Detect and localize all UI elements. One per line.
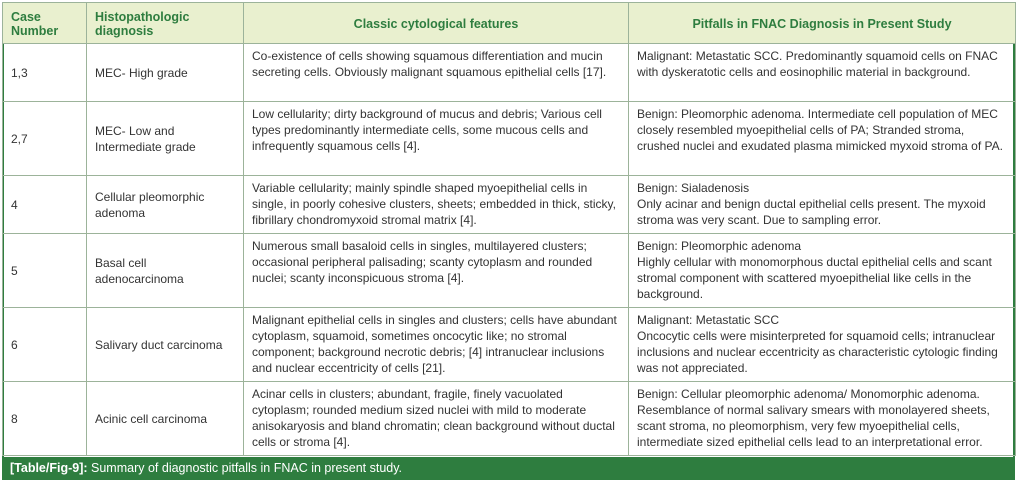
features-cell: Low cellularity; dirty background of mucus and debris; Various cell types predominantly intermediate cells, some mucous cells and infrequently squamous cells [4]. bbox=[244, 102, 629, 176]
pitfalls-cell: Benign: Pleomorphic adenoma. Intermediate cell population of MEC closely resembled myoepithelial cells of PA; Stranded stroma, crushed nuclei and exudated plasma mimicked myxoid stroma of PA. bbox=[629, 102, 1016, 176]
pitfalls-explanation: Only acinar and benign ductal epithelial cells present. The myxoid stroma was very scant. Due to sampling error. bbox=[637, 197, 986, 227]
case-number-cell: 4 bbox=[3, 176, 87, 234]
pitfalls-cell bbox=[629, 176, 1016, 234]
table-row bbox=[3, 308, 1016, 382]
features-cell: Co-existence of cells showing squamous differentiation and mucin secreting cells. Obviously malignant squamous epithelial cells [17]. bbox=[244, 44, 629, 102]
header-cytological-features: Classic cytological features bbox=[244, 3, 629, 44]
case-number-cell: 6 bbox=[3, 308, 87, 382]
pitfalls-explanation: Oncocytic cells were misinterpreted for squamoid cells; intranuclear inclusions and nuclear eccentricity as characteristic cytologic finding was not appreciated. bbox=[637, 329, 998, 375]
pitfalls-explanation: Highly cellular with monomorphous ductal epithelial cells and scant stromal component with scattered myoepithelial like cells in the background. bbox=[637, 255, 992, 301]
pitfalls-table bbox=[2, 2, 1016, 456]
diagnosis-cell: Cellular pleomorphic adenoma bbox=[87, 176, 244, 234]
case-number-cell: 5 bbox=[3, 234, 87, 308]
features-cell: Malignant epithelial cells in singles and clusters; cells have abundant cytoplasm, squamoid, sometimes oncocytic like; no stromal component; background necrotic debris; [4] intranuclear inclusions and nuclear eccentricity of cells [21]. bbox=[244, 308, 629, 382]
features-cell: Variable cellularity; mainly spindle shaped myoepithelial cells in single, in poorly cohesive clusters, sheets; embedded in thick, sticky, fibrillary chondromyxoid stromal matrix [4]. bbox=[244, 176, 629, 234]
table-caption bbox=[2, 457, 1015, 480]
pitfalls-cell: Benign: Cellular pleomorphic adenoma/ Monomorphic adenoma. Resemblance of normal salivary smears with monolayered sheets, scant stroma, no pleomorphism, very few myoepithelial cells, intermediate sized epithelial cells lead to an interpretational error. bbox=[629, 382, 1016, 456]
features-cell: Numerous small basaloid cells in singles, multilayered clusters; occasional peripheral palisading; scanty cytoplasm and rounded nuclei; scanty inconspicuous stroma [4]. bbox=[244, 234, 629, 308]
case-number-cell: 1,3 bbox=[3, 44, 87, 102]
diagnosis-cell: MEC- Low and Intermediate grade bbox=[87, 102, 244, 176]
table-row bbox=[3, 102, 1016, 176]
pitfalls-verdict: Malignant: Metastatic SCC bbox=[637, 313, 780, 327]
pitfalls-cell: Malignant: Metastatic SCC. Predominantly squamoid cells on FNAC with dyskeratotic cells and eosinophilic material in background. bbox=[629, 44, 1016, 102]
table-row bbox=[3, 234, 1016, 308]
caption-text: Summary of diagnostic pitfalls in FNAC in present study. bbox=[87, 461, 403, 475]
table-row bbox=[3, 382, 1016, 456]
caption-label: [Table/Fig-9]: bbox=[10, 461, 88, 475]
diagnosis-cell: Basal cell adenocarcinoma bbox=[87, 234, 244, 308]
table-header-row bbox=[3, 3, 1016, 44]
case-number-cell: 8 bbox=[3, 382, 87, 456]
pitfalls-verdict: Benign: Sialadenosis bbox=[637, 181, 750, 195]
header-case-number: Case Number bbox=[3, 3, 87, 44]
header-pitfalls: Pitfalls in FNAC Diagnosis in Present Study bbox=[629, 3, 1016, 44]
table-row bbox=[3, 44, 1016, 102]
header-histopathologic-diagnosis: Histopathologic diagnosis bbox=[87, 3, 244, 44]
table-row bbox=[3, 176, 1016, 234]
diagnosis-cell: Salivary duct carcinoma bbox=[87, 308, 244, 382]
diagnosis-cell: MEC- High grade bbox=[87, 44, 244, 102]
pitfalls-verdict: Benign: Pleomorphic adenoma bbox=[637, 239, 802, 253]
features-cell: Acinar cells in clusters; abundant, fragile, finely vacuolated cytoplasm; rounded medium sized nuclei with mild to moderate anisokaryosis and bland chromatin; clean background without ductal cells or stroma [4]. bbox=[244, 382, 629, 456]
pitfalls-cell bbox=[629, 234, 1016, 308]
case-number-cell: 2,7 bbox=[3, 102, 87, 176]
pitfalls-cell bbox=[629, 308, 1016, 382]
diagnosis-cell: Acinic cell carcinoma bbox=[87, 382, 244, 456]
